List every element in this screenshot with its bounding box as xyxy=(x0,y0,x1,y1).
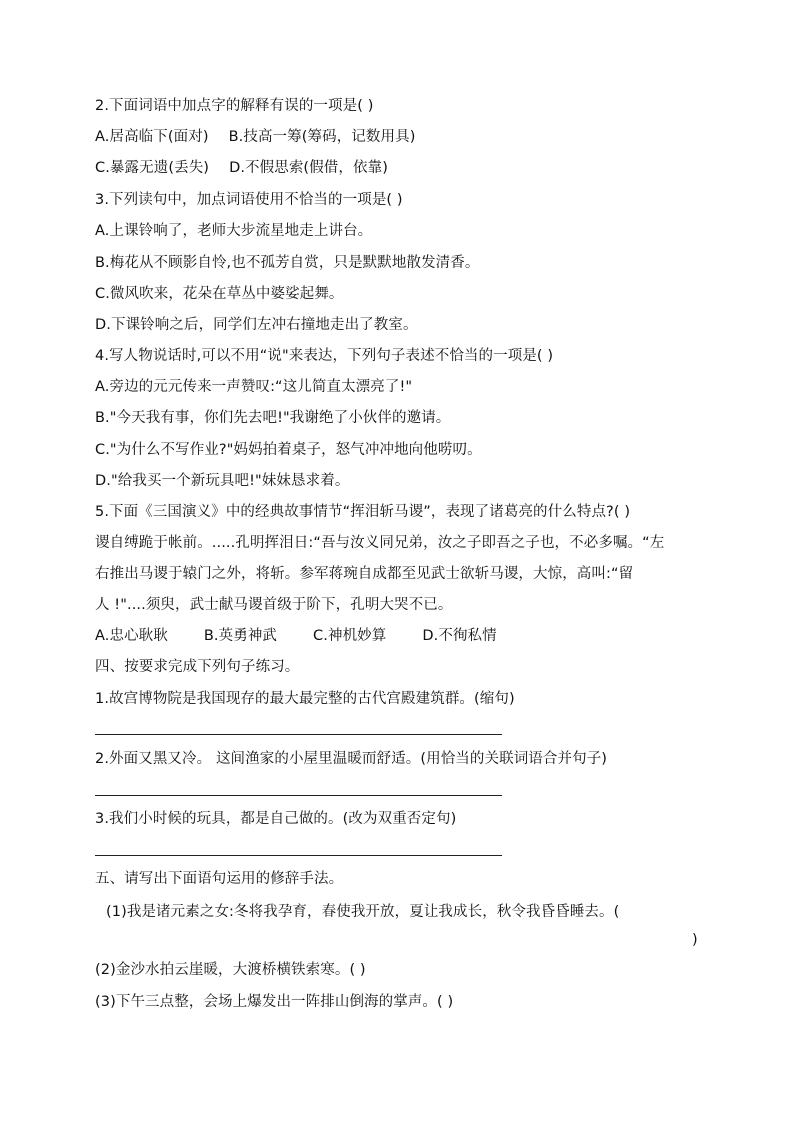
q2-options-row-2 xyxy=(95,158,388,178)
q2-option-d: D.不假思索(假借，依靠) xyxy=(229,160,388,176)
q4-stem: 4.写人物说话时,可以不用“说"来表达，下列句子表述不恰当的一项是( ) xyxy=(95,348,554,364)
q4-option-d: D."给我买一个新玩具吧!"妹妹恳求着。 xyxy=(95,473,350,489)
q4-option-b: B."今天我有事，你们先去吧!"我谢绝了小伙伴的邀请。 xyxy=(95,410,451,426)
answer-line-1[interactable] xyxy=(95,734,502,735)
q3-option-b: B.梅花从不顾影自怜,也不孤芳自赏，只是默默地散发清香。 xyxy=(95,255,480,271)
q2-options-row-1 xyxy=(95,127,415,147)
q2-option-c: C.暴露无遗(丢失) xyxy=(95,160,210,176)
q3-option-d: D.下课铃响之后，同学们左冲右撞地走出了教室。 xyxy=(95,317,418,333)
q4-option-a: A.旁边的元元传来一声赞叹:“这儿简直太漂亮了!" xyxy=(95,379,413,395)
section4-item-1: 1.故宫博物院是我国现存的最大最完整的古代宫殿建筑群。(缩句) xyxy=(95,691,515,707)
q5-passage-line-1: 谡自缚跪于帐前。.....孔明挥泪日:“吾与汝义同兄弟，汝之子即吾之子也，不必多嘱。“左 xyxy=(95,535,665,551)
q5-passage-line-3: 人 !"....须臾，武士献马谡首级于阶下，孔明大哭不已。 xyxy=(95,597,453,613)
section4-heading: 四、按要求完成下列句子练习。 xyxy=(95,659,300,675)
section4-item-2: 2.外面又黑又冷。 这间渔家的小屋里温暖而舒适。(用恰当的关联词语合并句子) xyxy=(95,751,608,767)
section5-item-3: (3)下午三点整，会场上爆发出一阵排山倒海的掌声。( ) xyxy=(95,994,454,1010)
q5-passage-line-2: 右推出马谡于辕门之外，将斩。参军蒋琬自成都至见武士欲斩马谡，大惊，高叫:“留 xyxy=(95,566,634,582)
q2-option-a: A.居高临下(面对) xyxy=(95,129,209,145)
section5-item-1-close-paren: ) xyxy=(692,932,698,948)
q5-option-c: C.神机妙算 xyxy=(313,628,387,644)
q4-option-c: C."为什么不写作业?"妈妈拍着桌子，怒气冲冲地向他唠叨。 xyxy=(95,442,482,458)
q5-options-row xyxy=(95,626,497,646)
q3-option-c: C.微风吹来，花朵在草丛中婆娑起舞。 xyxy=(95,286,344,302)
section5-item-1: (1)我是诸元素之女:冬将我孕育，春使我开放，夏让我成长，秋令我昏昏睡去。( xyxy=(106,904,620,920)
q5-option-d: D.不徇私情 xyxy=(422,628,497,644)
q3-option-a: A.上课铃响了，老师大步流星地走上讲台。 xyxy=(95,223,373,239)
q3-stem: 3.下列读句中，加点词语使用不恰当的一项是( ) xyxy=(95,192,403,208)
q5-option-a: A.忠心耿耿 xyxy=(95,628,168,644)
q5-option-b: B.英勇神武 xyxy=(203,628,278,644)
answer-line-3[interactable] xyxy=(95,855,502,856)
section4-item-3: 3.我们小时候的玩具，都是自己做的。(改为双重否定句) xyxy=(95,811,457,827)
section5-item-2: (2)金沙水拍云崖暖，大渡桥横铁索寒。( ) xyxy=(95,962,366,978)
answer-line-2[interactable] xyxy=(95,795,502,796)
q2-option-b: B.技高一筹(筹码，记数用具) xyxy=(228,129,416,145)
section5-heading: 五、请写出下面语句运用的修辞手法。 xyxy=(95,871,344,887)
q5-stem: 5.下面《三国演义》中的经典故事情节“挥泪斩马谡”，表现了诸葛亮的什么特点?( ) xyxy=(95,504,631,520)
q2-stem: 2.下面词语中加点字的解释有误的一项是( ) xyxy=(95,98,374,114)
